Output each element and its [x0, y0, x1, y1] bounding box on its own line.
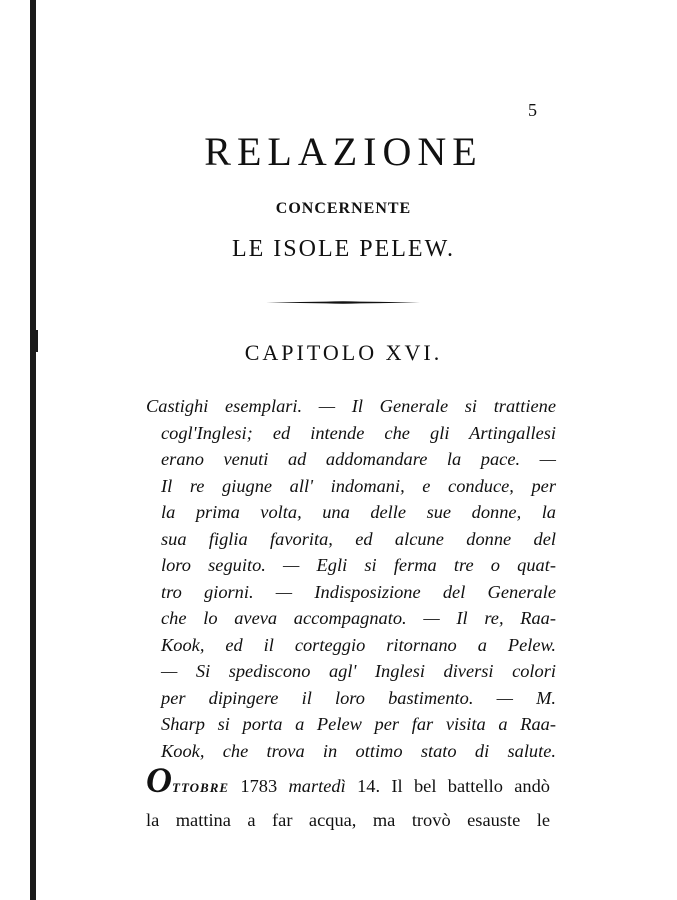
- summary-line: Kook, che trova in ottimo stato di salute.: [161, 740, 556, 761]
- page-subtitle-place: LE ISOLE PELEW.: [231, 236, 456, 262]
- summary-line: loro seguito. — Egli si ferma tre o quat-: [161, 555, 556, 575]
- month-smallcaps: TTOBRE: [172, 780, 230, 795]
- ornamental-rule: [266, 301, 420, 304]
- summary-line: cogl'Inglesi; ed intende che gli Artingallesi: [161, 422, 556, 443]
- summary-line: Sharp si porta a Pelew per far visita a Raa-: [161, 714, 556, 734]
- summary-line: Castighi esemplari. — Il Generale si trattiene: [146, 396, 556, 416]
- summary-line: erano venuti ad addomandare la pace. —: [161, 449, 556, 469]
- date-weekday: martedì: [288, 776, 346, 796]
- summary-line: sua figlia favorita, ed alcune donne del: [161, 528, 556, 549]
- body-line: la mattina a far acqua, ma trovò esauste le: [146, 810, 550, 830]
- body-line: [146, 760, 550, 804]
- summary-line: tro giorni. — Indisposizione del Generale: [161, 581, 556, 602]
- drop-cap: O: [146, 760, 172, 800]
- summary-line: Il re giugne all' indomani, e conduce, per: [161, 475, 556, 496]
- page-number: 5: [528, 100, 537, 120]
- summary-line: la prima volta, una delle sue donne, la: [161, 502, 556, 522]
- page-subtitle: CONCERNENTE: [275, 200, 412, 217]
- date-day: 14.: [345, 776, 381, 796]
- body-text: [146, 760, 550, 837]
- body-line1-rest: Il bel battello andò: [380, 776, 550, 796]
- summary-line: — Si spediscono agl' Inglesi diversi colori: [161, 661, 556, 681]
- date-year: 1783: [229, 776, 289, 796]
- chapter-heading: CAPITOLO XVI.: [244, 340, 443, 365]
- summary-line: per dipingere il loro bastimento. — M.: [161, 687, 556, 708]
- summary-line: Kook, ed il corteggio ritornano a Pelew.: [161, 634, 556, 655]
- chapter-summary: [146, 393, 556, 764]
- summary-line: che lo aveva accompagnato. — Il re, Raa-: [161, 608, 556, 628]
- page-title: RELAZIONE: [204, 129, 483, 174]
